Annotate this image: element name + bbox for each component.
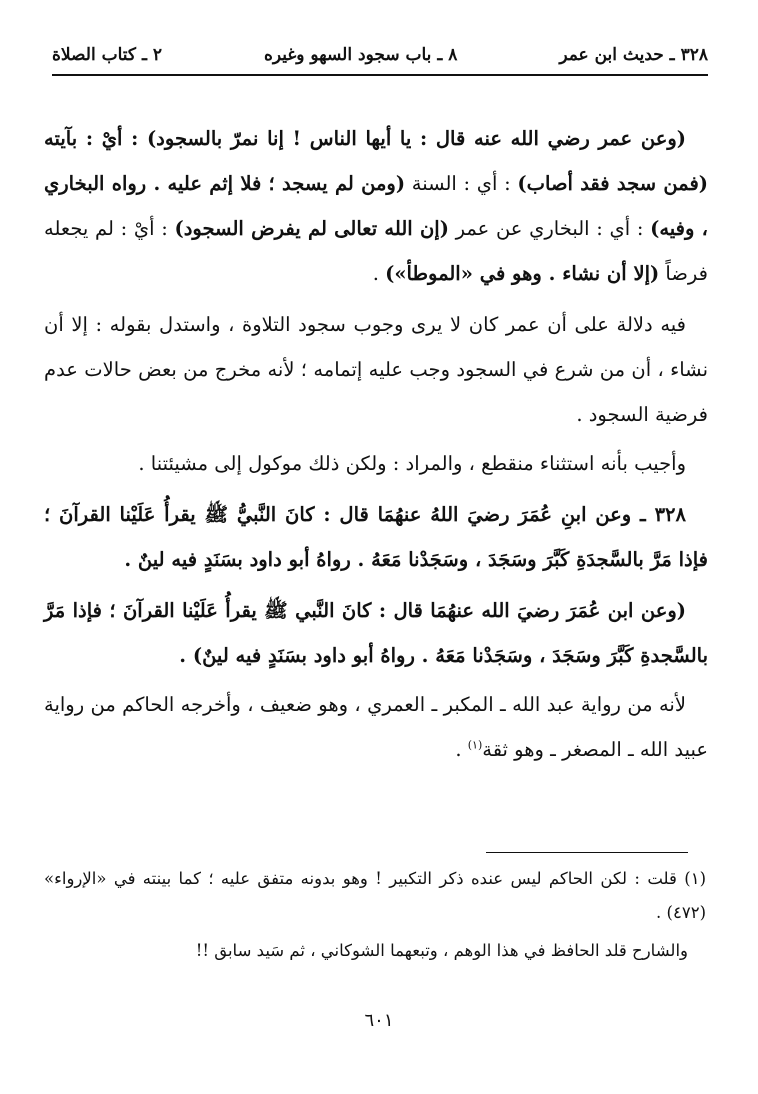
commentary-text: . [455,738,468,761]
quoted-text: (وعن عمر رضي الله عنه قال : يا أيها الناس ! إنا نمرّ بالسجود) : أيْ : بآيته [44,127,686,150]
quoted-text: (إلا أن نشاء . وهو في «الموطأ») [385,262,660,285]
paragraph-commentary-4 [44,682,708,772]
commentary-text: لأنه من رواية عبد الله ـ المكبر ـ العمري ، وهو ضعيف ، وأخرجه الحاكم من رواية عبيد الله ـ المصغر ـ وهو ثقة [44,693,708,761]
footnote-1: (١) قلت : لكن الحاكم ليس عنده ذكر التكبير ! وهو بدونه متفق عليه ؛ كما بينته في «الإرواء» (٤٧٢) . [44,869,706,922]
footnote-1-continued: والشارح قلد الحافظ في هذا الوهم ، وتبعهما الشوكاني ، ثم سَيد سابق !! [195,941,688,960]
commentary-text: : أي : السنة [405,172,518,195]
quoted-text: (فمن سجد فقد أصاب) [517,172,708,195]
running-header [52,36,708,76]
quoted-text: (ومن لم يسجد ؛ فلا إثم عليه . رواه البخاري ، وفيه) [44,172,708,240]
footnote-divider [486,852,688,853]
paragraph-commentary-1 [44,116,708,296]
main-text [44,116,708,772]
header-hadith-title: ٣٢٨ ـ حديث ابن عمر [559,45,708,65]
commentary-text: . [372,262,386,285]
quoted-text: (إن الله تعالى لم يفرض السجود) [174,217,449,240]
header-book-title: ٢ ـ كتاب الصلاة [52,45,162,65]
paragraph-commentary-3: وأجيب بأنه استثناء منقطع ، والمراد : ولكن ذلك موكول إلى مشيئتنا . [138,452,686,475]
footnotes [44,862,706,968]
commentary-text: : أي : البخاري عن عمر [448,217,651,240]
page-number: ٦٠١ [364,1010,394,1031]
paragraph-commentary-2: فيه دلالة على أن عمر كان لا يرى وجوب سجود التلاوة ، واستدل بقوله : إلا أن نشاء ، أن من شرع في السجود وجب عليه إتمامه ؛ لأنه مخرج من بعض حالات عدم فرضية السجود . [44,313,708,426]
footnote-marker: (١) [467,738,483,752]
commentary-text: : أيْ : لم يجعله فرضاً [44,217,708,285]
hadith-text: ٣٢٨ ـ وعن ابنِ عُمَرَ رضيَ اللهُ عنهُمَا قال : كانَ النَّبيُّ ﷺ يقرأُ عَلَيْنا القرآنَ ؛ فإذا مَرَّ بالسَّجدَةِ كَبَّرَ وسَجَدَ ، وسَجَدْنا مَعَهُ . رواهُ أبو داود بسَنَدٍ فيه لينٌ . [44,503,708,571]
header-chapter-title: ٨ ـ باب سجود السهو وغيره [263,45,458,65]
paragraph-quoted-hadith: (وعن ابن عُمَرَ رضيَ الله عنهُمَا قال : كانَ النَّبي ﷺ يقرأُ عَلَيْنا القرآنَ ؛ فإذا مَرَّ بالسَّجدةِ كَبَّرَ وسَجَدَ ، وسَجَدْنا مَعَهُ . رواهُ أبو داود بسَنَدٍ فيه لينٌ) . [44,599,708,667]
